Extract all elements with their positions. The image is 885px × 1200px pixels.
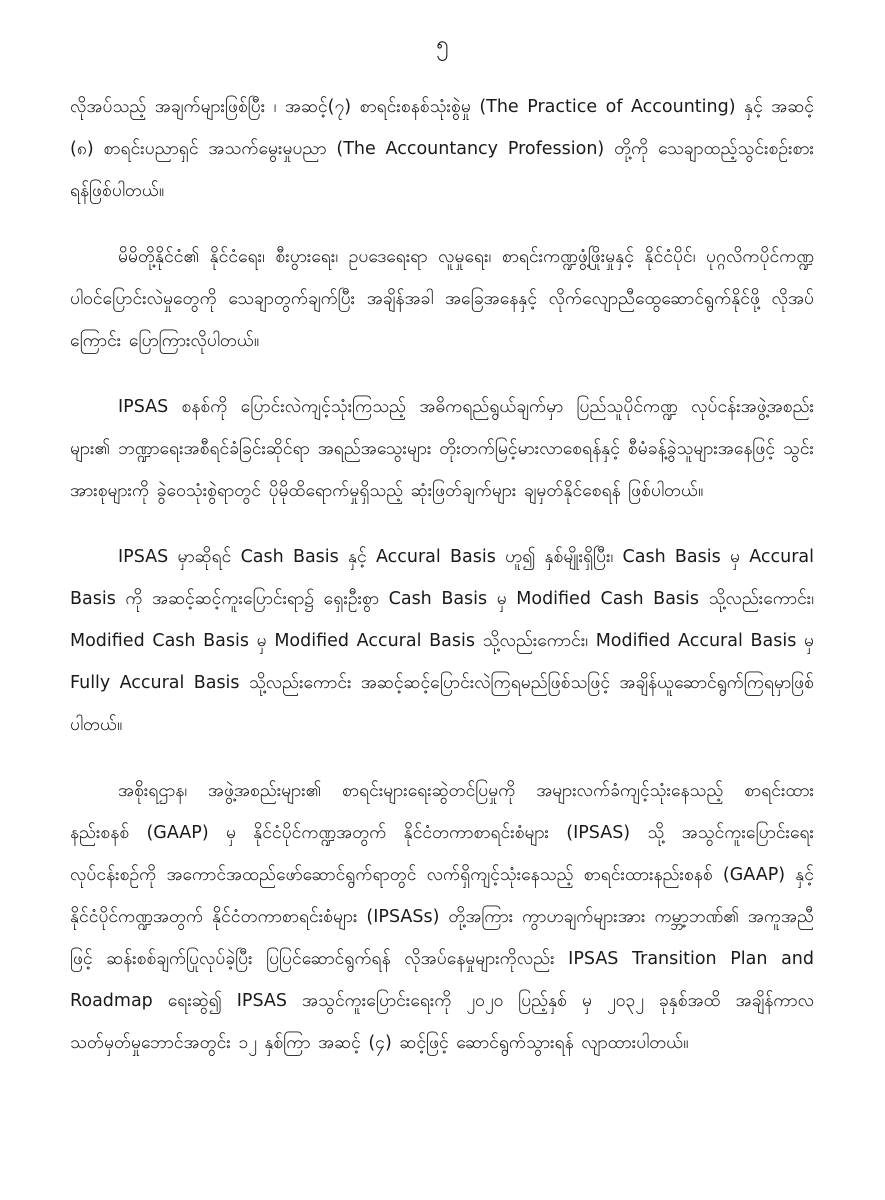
- paragraph-continuation: လိုအပ်သည့် အချက်များဖြစ်ပြီး ၊ အဆင့်(၇) စာရင်းစနစ်သုံးစွဲမှု (The Practice of Accounting) နှင့် အဆင့် (၈) စာရင်းပညာရှင် အသက်မွေးမှုပညာ (The Accountancy Profession) တို့ကို သေချာထည့်သွင်းစဉ်းစားရန်ဖြစ်ပါတယ်။: [70, 97, 814, 201]
- paragraph-ipsas-purpose: IPSAS စနစ်ကို ပြောင်းလဲကျင့်သုံးကြသည့် အဓိကရည်ရွယ်ချက်မှာ ပြည်သူပိုင်ကဏ္ဍ လုပ်ငန်းအဖွဲ့အစည်းများ၏ ဘဏ္ဍာရေးအစီရင်ခံခြင်းဆိုင်ရာ အရည်အသွေးများ တိုးတက်မြင့်မားလာစေရန်နှင့် စီမံခန့်ခွဲသူများအနေဖြင့် သွင်းအားစုများကို ခွဲဝေသုံးစွဲရာတွင် ပိုမိုထိရောက်မှုရှိသည့် ဆုံးဖြတ်ချက်များ ချမှတ်နိုင်စေရန် ဖြစ်ပါတယ်။: [70, 397, 814, 501]
- document-body: [70, 86, 814, 1088]
- paragraph-country-context: မိမိတို့နိုင်ငံ၏ နိုင်ငံရေး၊ စီးပွားရေး၊ ဥပဒေရေးရာ လူမှုရေး၊ စာရင်းကဏ္ဍဖွံ့ဖြိုးမှုနှင့် နိုင်ငံပိုင်၊ ပုဂ္ဂလိကပိုင်ကဏ္ဍ ပါဝင်ပြောင်းလဲမှုတွေကို သေချာတွက်ချက်ပြီး အချိန်အခါ အခြေအနေနှင့် လိုက်လျောညီထွေဆောင်ရွက်နိုင်ဖို့ လိုအပ်ကြောင်း ပြောကြားလိုပါတယ်။: [70, 247, 814, 351]
- page-number: ၅: [436, 32, 449, 57]
- paragraph-transition-roadmap: အစိုးရဌာန၊ အဖွဲ့အစည်းများ၏ စာရင်းများရေးဆွဲတင်ပြမှုကို အများလက်ခံကျင့်သုံးနေသည့် စာရင်းထားနည်းစနစ် (GAAP) မှ နိုင်ငံပိုင်ကဏ္ဍအတွက် နိုင်ငံတကာစာရင်းစံများ (IPSAS) သို့ အသွင်ကူးပြောင်းရေးလုပ်ငန်းစဉ်ကို အကောင်အထည်ဖော်ဆောင်ရွက်ရာတွင် လက်ရှိကျင့်သုံးနေသည့် စာရင်းထားနည်းစနစ် (GAAP) နှင့် နိုင်ငံပိုင်ကဏ္ဍအတွက် နိုင်ငံတကာစာရင်းစံများ (IPSASs) တို့အကြား ကွာဟချက်များအား ကမ္ဘာ့ဘဏ်၏ အကူအညီဖြင့် ဆန်းစစ်ချက်ပြုလုပ်ခဲ့ပြီး ပြပြင်ဆောင်ရွက်ရန် လိုအပ်နေမှုများကိုလည်း IPSAS Transition Plan and Roadmap ရေးဆွဲ၍ IPSAS အသွင်ကူးပြောင်းရေးကို ၂၀၂၀ ပြည့်နှစ် မှ ၂၀၃၂ ခုနှစ်အထိ အချိန်ကာလ သတ်မှတ်မှုဘောင်အတွင်း ၁၂ နှစ်ကြာ အဆင့် (၄) ဆင့်ဖြင့် ဆောင်ရွက်သွားရန် လျာထားပါတယ်။: [70, 781, 814, 1053]
- paragraph-cash-accrual-basis: IPSAS မှာဆိုရင် Cash Basis နှင့် Accural Basis ဟူ၍ နှစ်မျိုးရှိပြီး၊ Cash Basis မှ Accural Basis ကို အဆင့်ဆင့်ကူးပြောင်းရာ၌ ရှေးဦးစွာ Cash Basis မှ Modified Cash Basis သို့လည်းကောင်း၊ Modified Cash Basis မှ Modified Accural Basis သို့လည်းကောင်း၊ Modified Accural Basis မှ Fully Accural Basis သို့လည်းကောင်း အဆင့်ဆင့်ပြောင်းလဲကြရမည်ဖြစ်သဖြင့် အချိန်ယူဆောင်ရွက်ကြရမှာဖြစ်ပါတယ်။: [70, 547, 814, 735]
